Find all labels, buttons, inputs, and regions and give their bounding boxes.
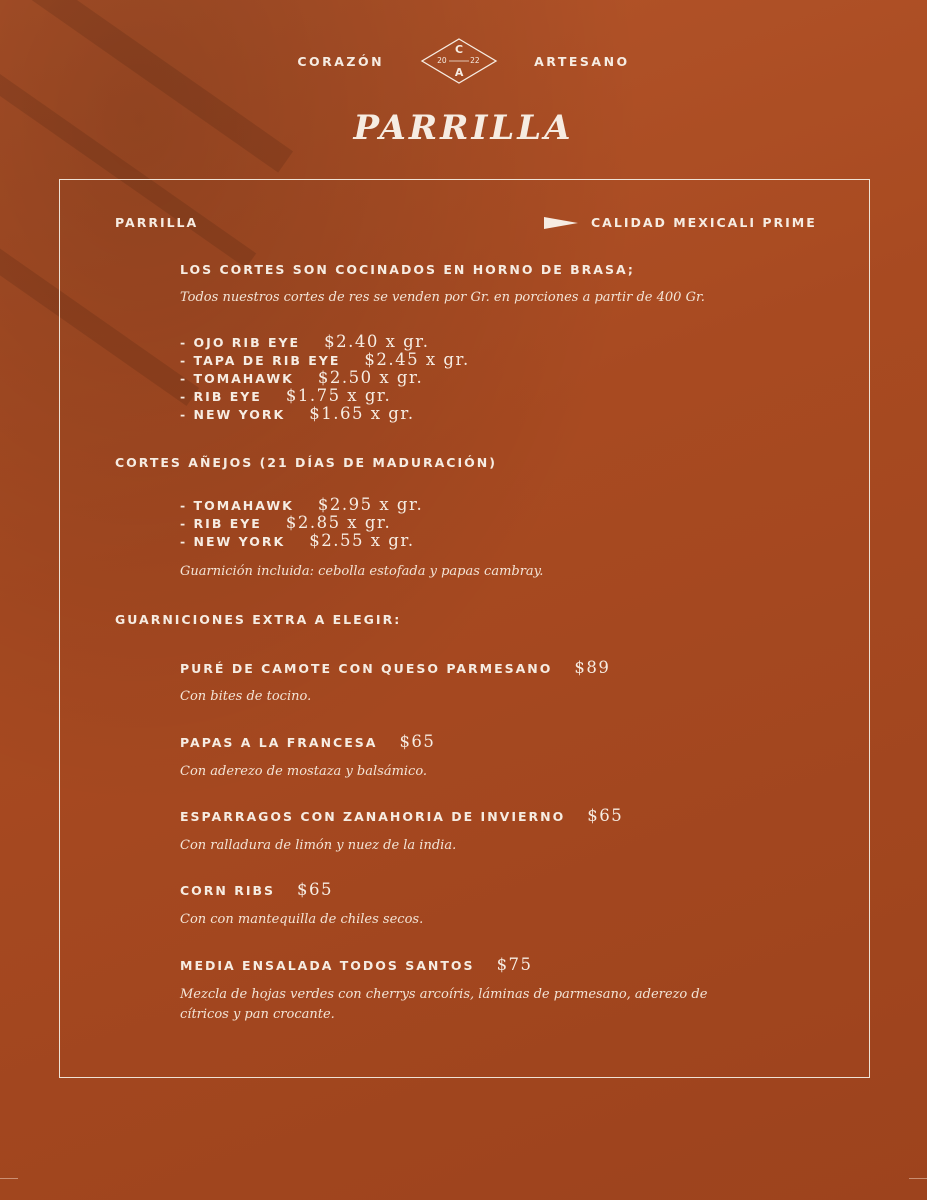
logo-letter-top: C	[455, 43, 464, 56]
side-name: MEDIA ENSALADA TODOS SANTOS	[180, 958, 475, 973]
cut-name: - TAPA DE RIB EYE	[180, 353, 341, 368]
quality-label: CALIDAD MEXICALI PRIME	[591, 215, 817, 230]
cut-price: $1.65 x gr.	[309, 404, 415, 423]
menu-frame	[59, 179, 870, 1078]
side-desc: cítricos y pan crocante.	[180, 1007, 335, 1022]
side-price: $75	[496, 955, 533, 974]
cut-price: $1.75 x gr.	[285, 386, 392, 405]
list-item	[180, 351, 470, 369]
list-item	[180, 496, 423, 514]
section-label: PARRILLA	[115, 215, 199, 230]
side-name: PAPAS A LA FRANCESA	[180, 735, 378, 750]
brand-logo	[420, 38, 498, 84]
side-desc: Con ralladura de limón y nuez de la india.	[180, 838, 457, 853]
page-title: PARRILLA	[353, 108, 574, 148]
cut-price: $2.55 x gr.	[309, 531, 415, 550]
side-item	[180, 955, 533, 974]
list-item	[180, 532, 423, 550]
cuts-list	[180, 333, 470, 423]
crop-mark	[909, 1178, 927, 1179]
cut-price: $2.45 x gr.	[364, 350, 470, 369]
aged-heading: CORTES AÑEJOS (21 DÍAS DE MADURACIÓN)	[115, 455, 497, 470]
side-desc: Con aderezo de mostaza y balsámico.	[180, 764, 428, 779]
list-item	[180, 405, 470, 423]
cut-price: $2.40 x gr.	[324, 332, 430, 351]
side-price: $65	[587, 806, 624, 825]
cut-name: - NEW YORK	[180, 534, 286, 549]
cuts-heading: LOS CORTES SON COCINADOS EN HORNO DE BRASA;	[180, 262, 635, 277]
side-item	[180, 658, 610, 677]
logo-year-right: 22	[470, 56, 480, 65]
side-item	[180, 732, 435, 751]
brand-word-left: CORAZÓN	[297, 53, 385, 69]
cut-name: - TOMAHAWK	[180, 498, 294, 513]
list-item	[180, 369, 470, 387]
side-desc: Con bites de tocino.	[180, 689, 312, 704]
cut-name: - RIB EYE	[180, 516, 262, 531]
logo-letter-bottom: A	[454, 66, 464, 79]
side-name: CORN RIBS	[180, 883, 276, 898]
side-name: ESPARRAGOS CON ZANAHORIA DE INVIERNO	[180, 809, 566, 824]
brand-header	[0, 38, 927, 84]
logo-year-left: 20	[437, 56, 447, 65]
brand-word-right: ARTESANO	[534, 53, 630, 69]
side-price: $89	[574, 658, 611, 677]
pennant-flag-icon	[544, 217, 578, 229]
cut-price: $2.95 x gr.	[317, 495, 424, 514]
list-item	[180, 387, 470, 405]
side-item	[180, 806, 623, 825]
side-desc: Mezcla de hojas verdes con cherrys arcoíris, láminas de parmesano, aderezo de	[180, 987, 708, 1002]
side-price: $65	[297, 880, 334, 899]
cut-price: $2.50 x gr.	[317, 368, 424, 387]
cut-price: $2.85 x gr.	[285, 513, 392, 532]
cut-name: - RIB EYE	[180, 389, 262, 404]
sides-heading: GUARNICIONES EXTRA A ELEGIR:	[115, 612, 402, 627]
crop-mark	[0, 1178, 18, 1179]
list-item	[180, 333, 470, 351]
aged-cuts-list	[180, 496, 423, 550]
side-price: $65	[399, 732, 436, 751]
aged-note: Guarnición incluida: cebolla estofada y papas cambray.	[180, 564, 544, 579]
cut-name: - NEW YORK	[180, 407, 286, 422]
cut-name: - TOMAHAWK	[180, 371, 294, 386]
side-name: PURÉ DE CAMOTE CON QUESO PARMESANO	[180, 661, 553, 676]
cuts-note: Todos nuestros cortes de res se venden por Gr. en porciones a partir de 400 Gr.	[180, 290, 705, 305]
list-item	[180, 514, 423, 532]
side-desc: Con con mantequilla de chiles secos.	[180, 912, 424, 927]
cut-name: - OJO RIB EYE	[180, 335, 301, 350]
side-item	[180, 880, 333, 899]
